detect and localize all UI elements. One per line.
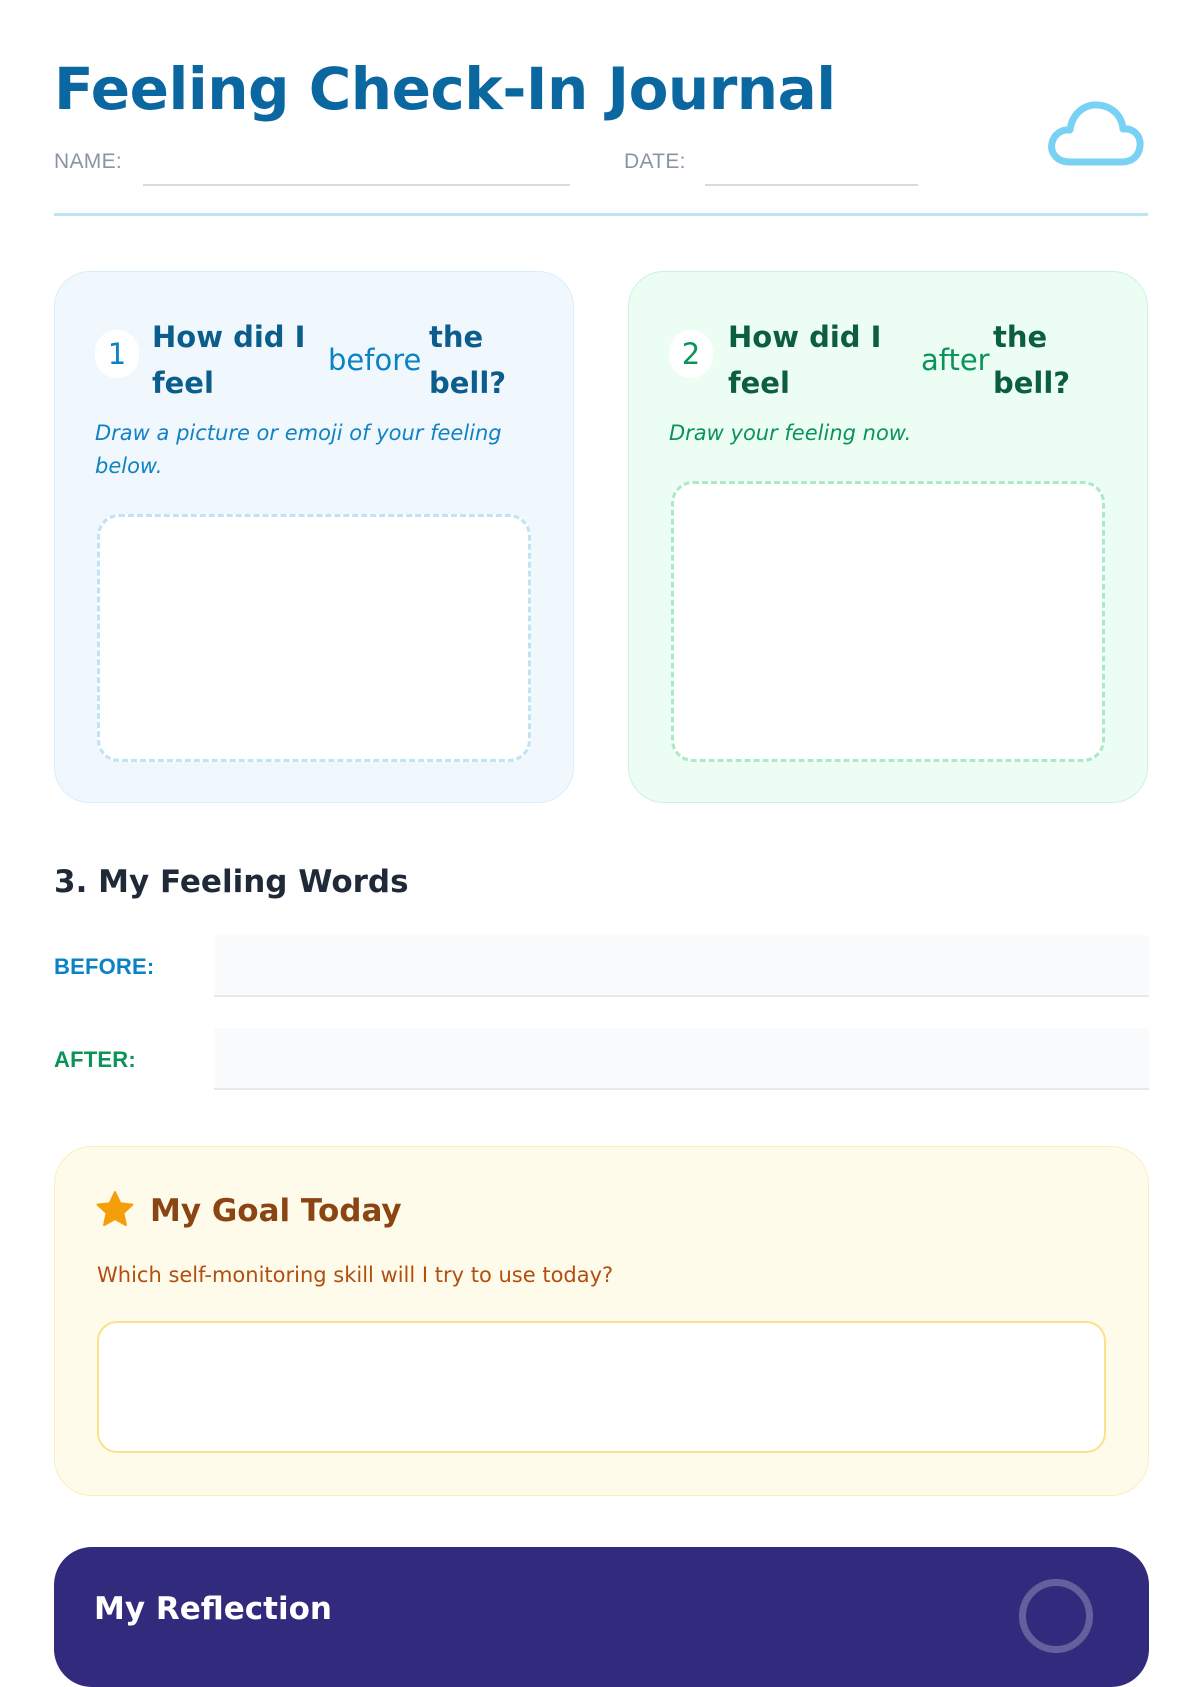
question-text: bell? — [429, 366, 507, 400]
name-field[interactable] — [143, 184, 570, 186]
card-instruction: Draw your feeling now. — [669, 421, 912, 445]
after-words-field[interactable] — [214, 1028, 1149, 1090]
after-bell-card — [628, 271, 1148, 803]
goal-title: My Goal Today — [150, 1193, 402, 1229]
card-instruction: Draw a picture or emoji of your feeling below. — [95, 421, 502, 478]
question-text: the — [429, 320, 484, 354]
reflection-card — [54, 1547, 1149, 1687]
after-words-label: AFTER: — [54, 1047, 136, 1072]
page-title: Feeling Check-In Journal — [54, 55, 836, 123]
cloud-icon — [1044, 96, 1146, 170]
date-field[interactable] — [705, 184, 918, 186]
step-number-badge: 2 — [669, 330, 713, 378]
before-bell-card — [54, 271, 574, 803]
question-emphasis: before — [328, 343, 422, 377]
name-label: NAME: — [54, 150, 123, 173]
question-text: How did I — [152, 320, 306, 354]
question-text: bell? — [993, 366, 1071, 400]
question-text: feel — [728, 366, 790, 400]
reflection-title: My Reflection — [94, 1591, 332, 1627]
goal-answer-box[interactable] — [97, 1321, 1106, 1453]
drawing-area[interactable] — [671, 481, 1105, 762]
star-icon — [95, 1189, 135, 1229]
feeling-words-title: 3. My Feeling Words — [54, 864, 409, 900]
question-text: How did I — [728, 320, 882, 354]
before-words-field[interactable] — [214, 935, 1149, 997]
question-text: the — [993, 320, 1048, 354]
question-text: feel — [152, 366, 214, 400]
before-words-label: BEFORE: — [54, 954, 155, 979]
date-label: DATE: — [624, 150, 686, 173]
goal-card — [54, 1146, 1149, 1496]
goal-question: Which self-monitoring skill will I try to use today? — [97, 1263, 614, 1287]
step-number-badge: 1 — [95, 330, 139, 378]
ring-icon — [1019, 1579, 1093, 1653]
question-emphasis: after — [921, 343, 990, 377]
header-divider — [54, 213, 1148, 216]
drawing-area[interactable] — [97, 514, 531, 762]
